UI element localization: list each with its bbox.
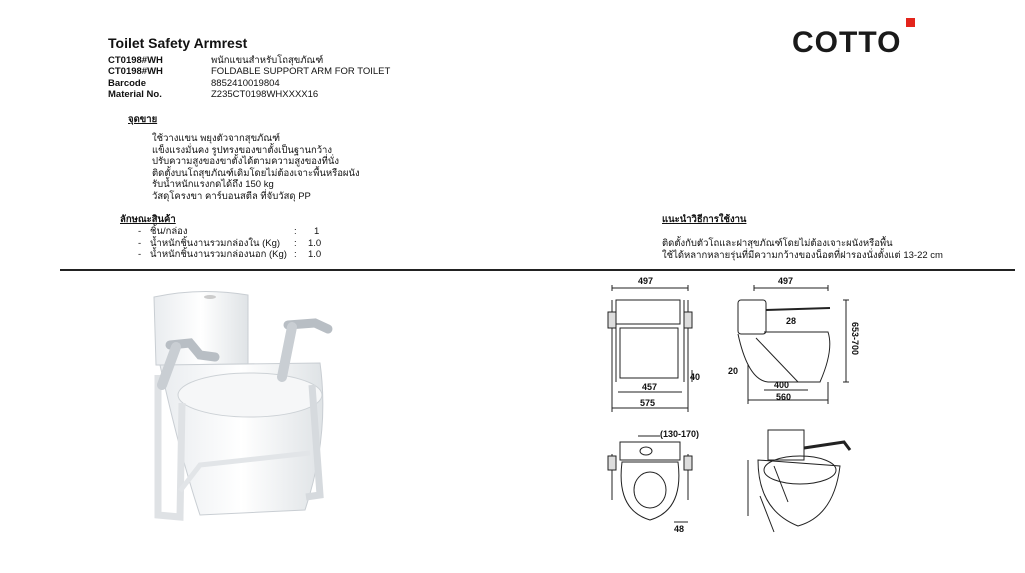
characteristic-label: ชิ้น/กล่อง [150, 226, 188, 237]
dash: - [138, 237, 142, 249]
spec-table [108, 55, 390, 101]
dash: - [138, 226, 142, 237]
characteristic-label: น้ำหนักชิ้นงานรวมกล่องนอก (Kg) [150, 249, 287, 261]
features-heading: จุดขาย [128, 114, 158, 125]
dim-side-outer: 560 [776, 392, 792, 402]
spec-value: 8852410019804 [211, 77, 280, 89]
dim-front-side: 40 [690, 372, 701, 382]
dim-side-inner: 400 [774, 380, 790, 390]
brand-logo: COTTO [792, 26, 902, 59]
feature-item: แข็งแรงมั่นคง รูปทรงของขาตั้งเป็นฐานกว้าง [152, 144, 333, 156]
spec-row [108, 89, 390, 100]
dim-side-base: 20 [728, 366, 739, 376]
characteristics-list [122, 226, 321, 261]
feature-item: รับน้ำหนักแรงกดได้ถึง 150 kg [152, 179, 274, 191]
colon: : [294, 237, 297, 249]
dim-front-outer: 575 [640, 398, 656, 408]
dash: - [138, 249, 142, 261]
characteristics-heading: ลักษณะสินค้า [120, 214, 176, 225]
spec-row [108, 55, 390, 66]
spec-key: Material No. [108, 89, 162, 101]
technical-drawings [598, 270, 958, 538]
product-photo [140, 285, 350, 530]
spec-value: พนักแขนสำหรับโถสุขภัณฑ์ [211, 55, 324, 66]
characteristic-label: น้ำหนักชิ้นงานรวมกล่องใน (Kg) [150, 237, 281, 249]
brand-accent-square [906, 18, 915, 27]
spec-value: Z235CT0198WHXXXX16 [211, 89, 319, 101]
dim-front-top: 497 [638, 276, 654, 286]
dim-side-height: 653-700 [850, 322, 860, 356]
dim-front-inner: 457 [642, 382, 658, 392]
dim-side-top: 497 [778, 276, 794, 286]
feature-item: ติดตั้งบนโถสุขภัณฑ์เดิมโดยไม่ต้องเจาะพื้นหรือผนัง [152, 167, 360, 179]
characteristic-value: 1.0 [308, 249, 322, 261]
colon: : [294, 249, 297, 261]
dim-top-bottom: 48 [674, 524, 685, 534]
characteristic-value: 1.0 [308, 237, 322, 249]
spec-row [108, 78, 390, 89]
colon: : [294, 226, 297, 237]
feature-item: วัสดุโครงขา คาร์บอนสตีล ที่จับวัสดุ PP [152, 190, 311, 202]
dim-top-range: (130-170) [660, 429, 700, 439]
usage-heading: แนะนำวิธีการใช้งาน [662, 214, 747, 225]
spec-key: Barcode [108, 77, 147, 89]
spec-key: CT0198#WH [108, 55, 163, 66]
usage-item: ติดตั้งกับตัวโถและฝาสุขภัณฑ์โดยไม่ต้องเจาะผนังหรือพื้น [662, 238, 893, 249]
features-list [152, 133, 360, 203]
product-title: Toilet Safety Armrest [108, 35, 248, 51]
feature-item: ปรับความสูงของขาตั้งได้ตามความสูงของที่นั่ง [152, 156, 340, 168]
feature-item: ใช้วางแขน พยุงตัวจากสุขภัณฑ์ [152, 133, 281, 144]
usage-list [662, 238, 943, 261]
characteristic-row [122, 249, 321, 261]
characteristic-row [122, 238, 321, 250]
spec-key: CT0198#WH [108, 66, 163, 78]
spec-value: FOLDABLE SUPPORT ARM FOR TOILET [211, 66, 391, 78]
characteristic-row [122, 226, 321, 238]
characteristic-value: 1 [314, 226, 320, 237]
dim-side-arm: 28 [786, 316, 797, 326]
spec-row [108, 66, 390, 77]
usage-item: ใช้ได้หลากหลายรุ่นที่มีความกว้างของน็อตที่ฝารองนั่งตั้งแต่ 13-22 cm [662, 249, 943, 261]
